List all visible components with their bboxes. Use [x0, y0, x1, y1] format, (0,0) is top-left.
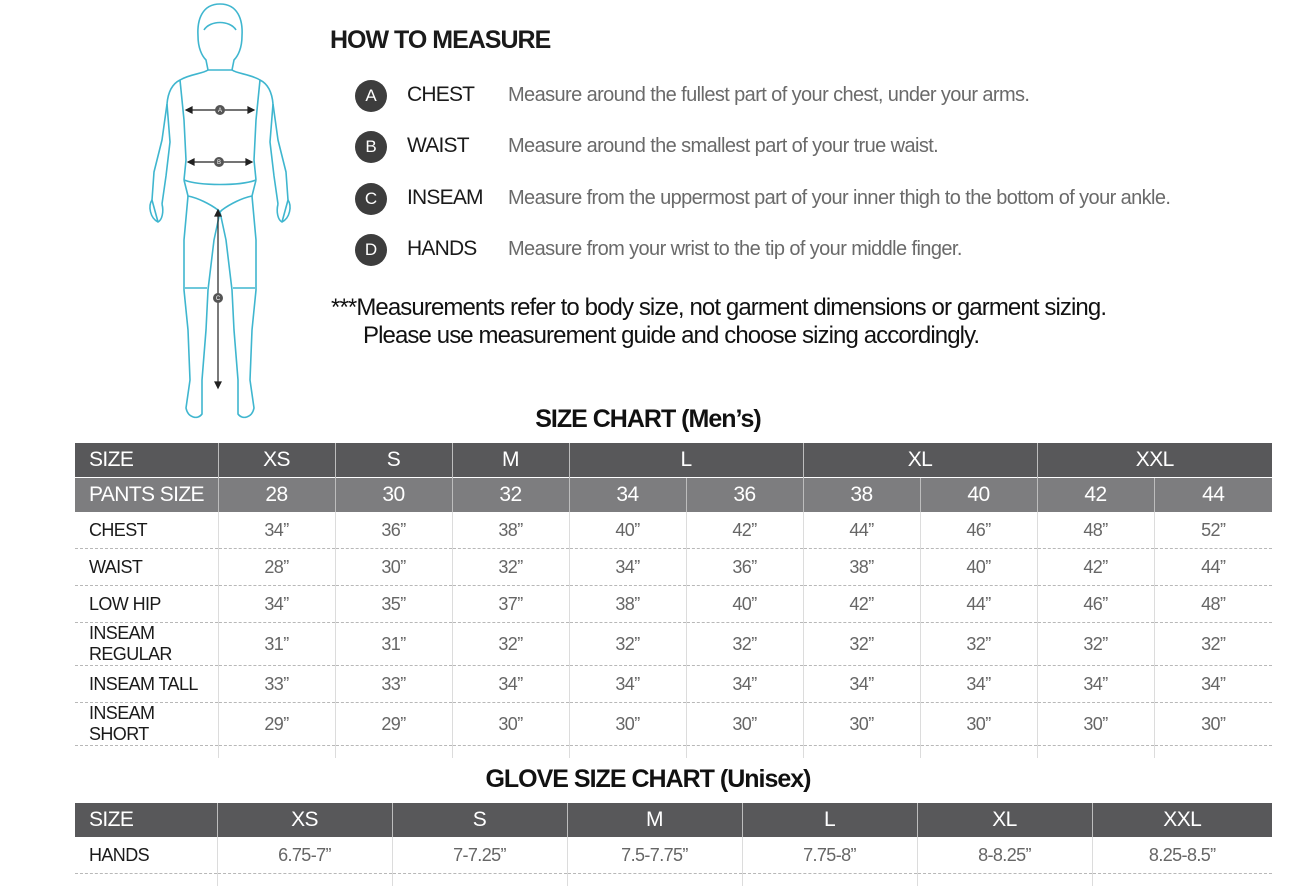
table-cell: 28” [218, 549, 335, 586]
table-tail-cell [392, 874, 567, 887]
table-tail-cell [1154, 746, 1272, 759]
table-cell: 32” [803, 623, 920, 666]
pants-size-row [75, 478, 1272, 513]
glove-size-table [75, 803, 1272, 886]
row-label: INSEAM TALL [75, 666, 218, 703]
table-cell: 7.75-8” [742, 837, 917, 874]
glove-size-cell: XS [217, 803, 392, 837]
table-tail-cell [920, 746, 1037, 759]
size-xxl: XXL [1037, 443, 1272, 478]
pants-size-label: PANTS SIZE [75, 478, 218, 513]
table-cell: 33” [335, 666, 452, 703]
table-cell: 32” [569, 623, 686, 666]
table-cell: 6.75-7” [217, 837, 392, 874]
figure-label-c: C [215, 296, 221, 302]
figure-label-b: B [216, 160, 222, 166]
table-tail-cell [217, 874, 392, 887]
measure-name: CHEST [407, 83, 475, 106]
pants-size-cell: 32 [452, 478, 569, 513]
table-cell: 34” [218, 586, 335, 623]
note-line-1: ***Measurements refer to body size, not garment dimensions or garment sizing. [331, 294, 1107, 321]
table-cell: 31” [218, 623, 335, 666]
note-line-2: Please use measurement guide and choose sizing accordingly. [363, 322, 980, 349]
measure-name: INSEAM [407, 186, 483, 209]
table-cell: 33” [218, 666, 335, 703]
table-cell: 42” [1037, 549, 1154, 586]
table-cell: 30” [920, 703, 1037, 746]
table-cell: 7.5-7.75” [567, 837, 742, 874]
table-tail-cell [335, 746, 452, 759]
size-l: L [569, 443, 803, 478]
table-cell: 38” [803, 549, 920, 586]
table-cell: 30” [1154, 703, 1272, 746]
table-tail-cell [75, 746, 218, 759]
measure-desc: Measure around the smallest part of your true waist. [508, 135, 939, 157]
table-cell: 30” [569, 703, 686, 746]
table-cell: 37” [452, 586, 569, 623]
measure-item-waist [355, 131, 1255, 165]
table-cell: 34” [569, 666, 686, 703]
figure-label-a: A [217, 108, 223, 114]
measure-name: WAIST [407, 134, 469, 157]
measure-item-hands [355, 234, 1255, 268]
table-cell: 8-8.25” [917, 837, 1092, 874]
glove-size-cell: XXL [1092, 803, 1272, 837]
table-cell: 29” [218, 703, 335, 746]
table-cell: 46” [1037, 586, 1154, 623]
table-cell: 30” [803, 703, 920, 746]
table-row [75, 586, 1272, 623]
badge-d: D [355, 234, 387, 266]
pants-size-cell: 42 [1037, 478, 1154, 513]
table-row [75, 703, 1272, 746]
glove-size-cell: S [392, 803, 567, 837]
table-cell: 38” [569, 586, 686, 623]
table-tail-cell [917, 874, 1092, 887]
size-xs: XS [218, 443, 335, 478]
pants-size-cell: 34 [569, 478, 686, 513]
table-cell: 30” [452, 703, 569, 746]
measure-item-chest [355, 80, 1255, 114]
measure-desc: Measure from the uppermost part of your inner thigh to the bottom of your ankle. [508, 187, 1171, 209]
table-tail-cell [742, 874, 917, 887]
mens-size-table [75, 443, 1272, 758]
table-cell: 42” [686, 512, 803, 549]
badge-c: C [355, 183, 387, 215]
table-cell: 34” [686, 666, 803, 703]
badge-a: A [355, 80, 387, 112]
size-xl: XL [803, 443, 1037, 478]
row-label: CHEST [75, 512, 218, 549]
row-label: WAIST [75, 549, 218, 586]
table-cell: 32” [1037, 623, 1154, 666]
glove-size-cell: XL [917, 803, 1092, 837]
table-cell: 34” [803, 666, 920, 703]
row-label: HANDS [75, 837, 217, 874]
table-cell: 35” [335, 586, 452, 623]
table-tail-cell [452, 746, 569, 759]
table-cell: 32” [920, 623, 1037, 666]
table-tail-cell [567, 874, 742, 887]
how-to-measure-title: HOW TO MEASURE [330, 26, 551, 54]
table-cell: 36” [686, 549, 803, 586]
glove-chart-title: GLOVE SIZE CHART (Unisex) [485, 765, 811, 793]
table-cell: 32” [686, 623, 803, 666]
table-row [75, 623, 1272, 666]
glove-size-cell: L [742, 803, 917, 837]
size-label: SIZE [75, 443, 218, 478]
size-label: SIZE [75, 803, 217, 837]
table-cell: 30” [686, 703, 803, 746]
pants-size-cell: 30 [335, 478, 452, 513]
table-cell: 38” [452, 512, 569, 549]
table-cell: 34” [452, 666, 569, 703]
table-cell: 46” [920, 512, 1037, 549]
pants-size-cell: 36 [686, 478, 803, 513]
table-tail-cell [218, 746, 335, 759]
table-cell: 32” [452, 549, 569, 586]
table-cell: 34” [569, 549, 686, 586]
table-cell: 7-7.25” [392, 837, 567, 874]
table-tail-cell [1037, 746, 1154, 759]
table-cell: 32” [452, 623, 569, 666]
table-cell: 40” [920, 549, 1037, 586]
measure-desc: Measure around the fullest part of your chest, under your arms. [508, 84, 1030, 106]
measure-item-inseam [355, 183, 1255, 217]
table-cell: 40” [569, 512, 686, 549]
table-cell: 29” [335, 703, 452, 746]
table-row [75, 837, 1272, 874]
table-cell: 34” [218, 512, 335, 549]
table-row [75, 512, 1272, 549]
row-label: LOW HIP [75, 586, 218, 623]
measurement-note [331, 294, 1106, 350]
mens-chart-title: SIZE CHART (Men’s) [535, 405, 761, 433]
table-cell: 34” [1154, 666, 1272, 703]
table-cell: 44” [920, 586, 1037, 623]
table-cell: 48” [1154, 586, 1272, 623]
mens-size-header-row [75, 443, 1272, 478]
table-cell: 30” [335, 549, 452, 586]
table-cell: 31” [335, 623, 452, 666]
table-cell: 34” [920, 666, 1037, 703]
table-row [75, 549, 1272, 586]
pants-size-cell: 40 [920, 478, 1037, 513]
badge-b: B [355, 131, 387, 163]
row-label: INSEAM REGULAR [75, 623, 218, 666]
table-cell: 34” [1037, 666, 1154, 703]
table-cell: 30” [1037, 703, 1154, 746]
body-measurement-figure [140, 0, 300, 430]
table-cell: 44” [1154, 549, 1272, 586]
size-s: S [335, 443, 452, 478]
pants-size-cell: 44 [1154, 478, 1272, 513]
measure-name: HANDS [407, 237, 477, 260]
table-tail-cell [569, 746, 686, 759]
table-cell: 8.25-8.5” [1092, 837, 1272, 874]
table-row [75, 666, 1272, 703]
table-tail-cell [75, 874, 217, 887]
table-tail-cell [1092, 874, 1272, 887]
table-tail-cell [686, 746, 803, 759]
glove-size-cell: M [567, 803, 742, 837]
measure-desc: Measure from your wrist to the tip of your middle finger. [508, 238, 962, 260]
pants-size-cell: 28 [218, 478, 335, 513]
glove-size-header-row [75, 803, 1272, 837]
table-tail-cell [803, 746, 920, 759]
size-m: M [452, 443, 569, 478]
row-label: INSEAM SHORT [75, 703, 218, 746]
table-cell: 32” [1154, 623, 1272, 666]
table-cell: 52” [1154, 512, 1272, 549]
table-cell: 44” [803, 512, 920, 549]
table-cell: 42” [803, 586, 920, 623]
table-cell: 48” [1037, 512, 1154, 549]
table-cell: 40” [686, 586, 803, 623]
pants-size-cell: 38 [803, 478, 920, 513]
table-cell: 36” [335, 512, 452, 549]
